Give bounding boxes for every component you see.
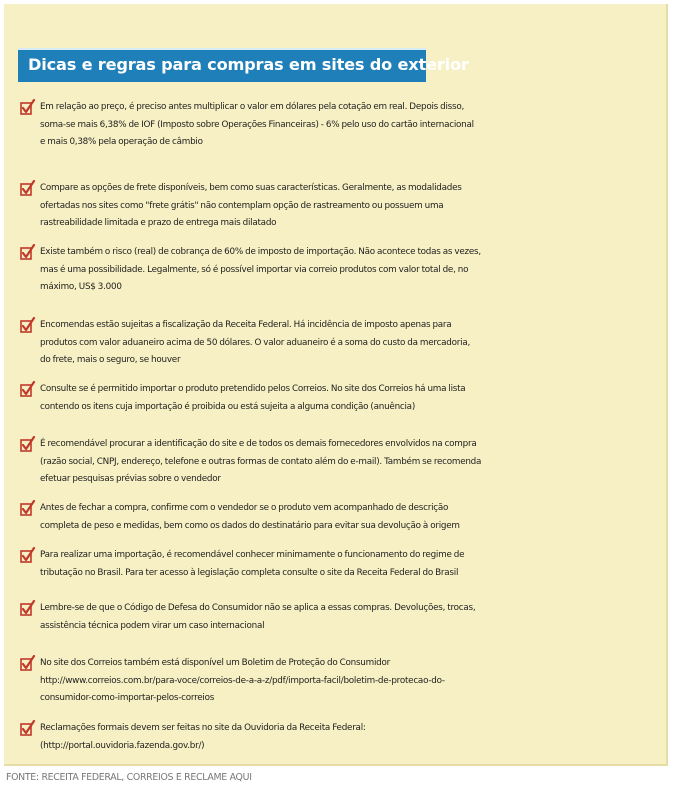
checkmark-icon: [20, 317, 36, 335]
panel-title: Dicas e regras para compras em sites do exterior: [28, 55, 469, 74]
tip-text: [40, 600, 672, 635]
checkmark-icon: [20, 500, 36, 518]
tip-text: [40, 547, 672, 582]
tip-line: ofertadas nos sites como "frete grátis" não contemplam opção de rastreamento ou possuem uma: [40, 200, 444, 211]
tip-line: máximo, US$ 3.000: [40, 282, 122, 292]
tip-line: Antes de fechar a compra, confirme com o vendedor se o produto vem acompanhado de descrição: [40, 503, 449, 513]
tip-text: [40, 436, 672, 489]
tip-line: tributação no Brasil. Para ter acesso à legislação completa consulte o site da Receita Federal do Brasil: [40, 567, 459, 578]
tip-text: [40, 381, 672, 416]
checkmark-icon: [20, 99, 36, 117]
title-banner: [18, 48, 469, 82]
tip-line: soma-se mais 6,38% de IOF (Imposto sobre Operações Financeiras) - 6% pelo uso do cartão internacional: [40, 119, 474, 130]
tip-text: [40, 655, 672, 708]
tip-line: efetuar pesquisas prévias sobre o vendedor: [40, 474, 221, 484]
tip-line: É recomendável procurar a identificação do site e de todos os demais fornecedores envolvidos na compra: [40, 439, 477, 449]
tip-line: (razão social, CNPJ, endereço, telefone e outras formas de contato além do e-mail). Também se recomenda: [40, 456, 482, 467]
tip-text: [40, 720, 672, 755]
tip-line: mas é uma possibilidade. Legalmente, só é possível importar via correio produtos com valor total de, no: [40, 264, 469, 275]
checkmark-icon: [20, 547, 36, 565]
tip-line: http://www.correios.com.br/para-voce/correios-de-a-a-z/pdf/importa-facil/boletim-de-protecao-do-: [40, 675, 445, 686]
tip-line: Existe também o risco (real) de cobrança de 60% de imposto de importação. Não acontece todas as vezes,: [40, 247, 481, 257]
tip-line: Para realizar uma importação, é recomendável conhecer minimamente o funcionamento do regime de: [40, 550, 465, 560]
tip-text: [40, 244, 672, 297]
tip-text: [40, 99, 672, 152]
tip-line: assistência técnica podem virar um caso internacional: [40, 620, 265, 631]
checkmark-icon: [20, 600, 36, 618]
checkmark-icon: [20, 720, 36, 738]
tip-line: rastreabilidade limitada e prazo de entrega mais dilatado: [40, 218, 277, 228]
source-credit: FONTE: RECEITA FEDERAL, CORREIOS E RECLAME AQUI: [6, 772, 252, 783]
tip-line: Encomendas estão sujeitas a fiscalização da Receita Federal. Há incidência de imposto apenas para: [40, 320, 452, 330]
tip-text: [40, 180, 672, 233]
tip-line: Reclamações formais devem ser feitas no site da Ouvidoria da Receita Federal:: [40, 723, 366, 733]
checkmark-icon: [20, 180, 36, 198]
tip-line: (http://portal.ouvidoria.fazenda.gov.br/): [40, 740, 205, 751]
tip-line: completa de peso e medidas, bem como os dados do destinatário para evitar sua devolução à origem: [40, 520, 460, 531]
tip-line: Consulte se é permitido importar o produto pretendido pelos Correios. No site dos Correios há uma lista: [40, 384, 466, 394]
tip-line: Lembre-se de que o Código de Defesa do Consumidor não se aplica a essas compras. Devoluções, trocas,: [40, 603, 476, 613]
tip-line: Em relação ao preço, é preciso antes multiplicar o valor em dólares pela cotação em real. Depois disso,: [40, 102, 465, 112]
checkmark-icon: [20, 381, 36, 399]
checkmark-icon: [20, 655, 36, 673]
checkmark-icon: [20, 436, 36, 454]
tip-line: e mais 0,38% pela operação de câmbio: [40, 137, 203, 147]
tip-line: Compare as opções de frete disponíveis, bem como suas características. Geralmente, as modalidades: [40, 183, 462, 193]
tip-line: consumidor-como-importar-pelos-correios: [40, 693, 215, 703]
tip-line: contendo os itens cuja importação é proibida ou está sujeita a alguma condição (anuência): [40, 401, 415, 412]
tip-text: [40, 317, 672, 370]
tip-text: [40, 500, 672, 535]
tip-line: No site dos Correios também está disponível um Boletim de Proteção do Consumidor: [40, 658, 390, 668]
checkmark-icon: [20, 244, 36, 262]
tip-line: do frete, mais o seguro, se houver: [40, 355, 181, 365]
tip-line: produtos com valor aduaneiro acima de 50 dólares. O valor aduaneiro é a soma do custo da mercadoria,: [40, 337, 471, 348]
info-panel: [4, 4, 668, 766]
